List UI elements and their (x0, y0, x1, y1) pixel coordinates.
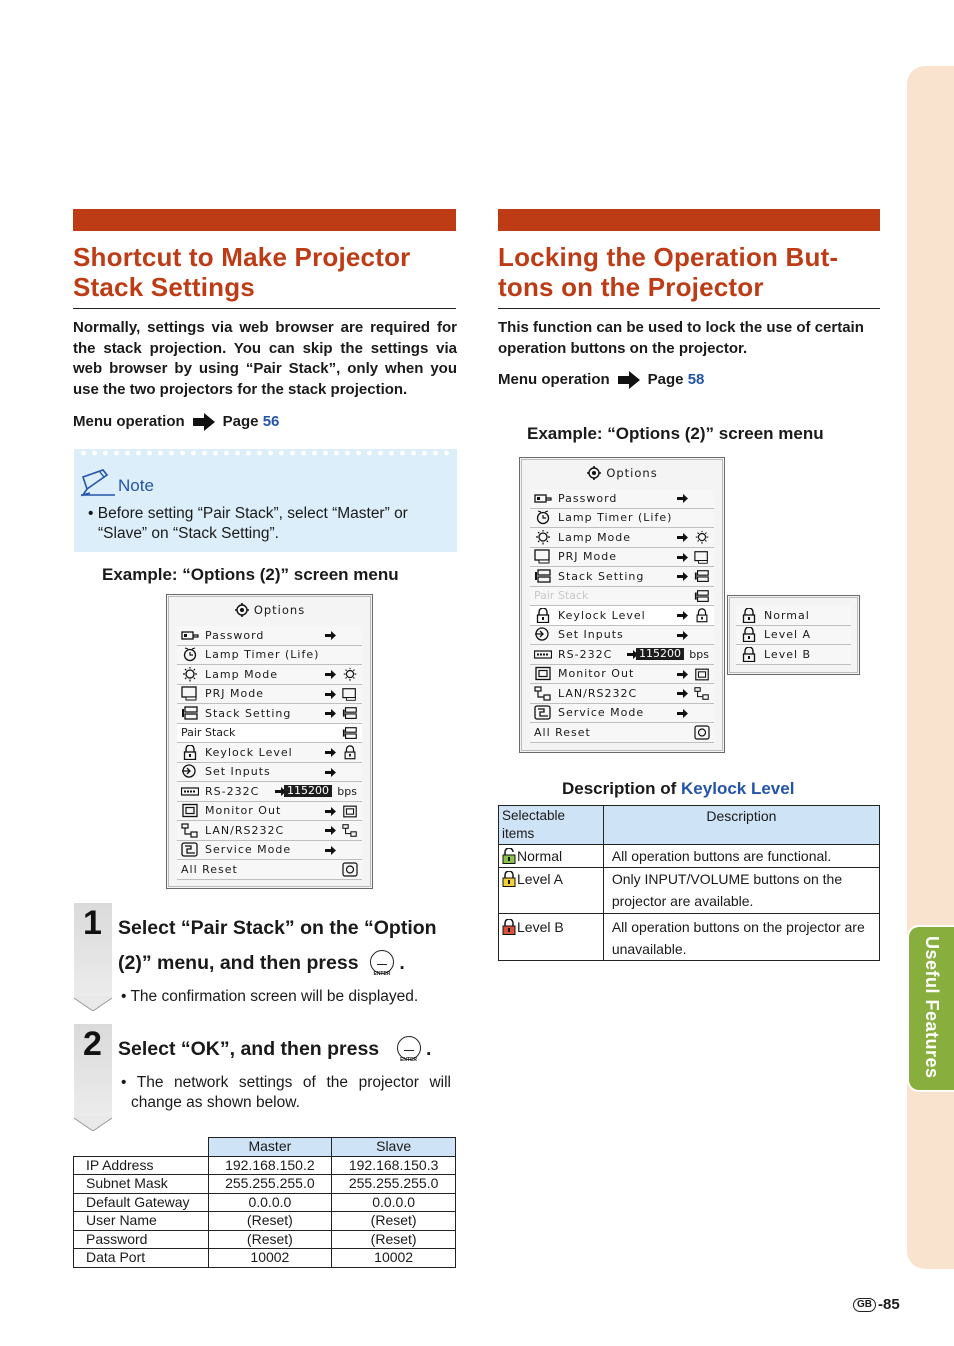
password-icon (534, 491, 552, 506)
keylock-desc: All operation buttons are functional. (603, 845, 879, 868)
section-bar-left (73, 209, 456, 231)
lan-icon (534, 686, 552, 701)
note-title: Note (118, 476, 154, 495)
table-cell: 255.255.255.0 (208, 1175, 332, 1194)
table-row (74, 1156, 456, 1175)
left-example-label: Example: “Options (2)” screen menu (102, 565, 399, 584)
lamp-value-icon (694, 530, 710, 545)
left-title (73, 242, 410, 302)
arrow-icon (325, 670, 336, 679)
monitor-icon (534, 666, 552, 681)
right-title (498, 242, 838, 302)
lock-icon (740, 647, 758, 662)
table-cell: 10002 (332, 1249, 456, 1268)
table-cell: 192.168.150.2 (208, 1156, 332, 1175)
arrow-right-icon (193, 413, 215, 431)
arrow-icon (325, 768, 336, 777)
reset-icon (342, 862, 358, 877)
keylock-desc: All operation buttons on the projector are unavailable. (603, 914, 879, 961)
table-cell: 192.168.150.3 (332, 1156, 456, 1175)
keylock-item-level-b: Level B (499, 914, 604, 961)
rs232c-icon (534, 647, 552, 662)
header-selectable-items: Selectable items (499, 806, 604, 845)
table-row-label: IP Address (74, 1156, 209, 1175)
table-cell: 255.255.255.0 (332, 1175, 456, 1194)
table-row (74, 1175, 456, 1194)
step-1-bullet: • The confirmation screen will be displayed. (121, 988, 419, 1005)
stack-value-icon (342, 706, 358, 721)
table-cell: 0.0.0.0 (332, 1193, 456, 1212)
arrow-icon (677, 553, 688, 562)
table-row-label: Data Port (74, 1249, 209, 1268)
lock-value-icon (342, 745, 358, 760)
arrow-icon (677, 670, 688, 679)
arrow-icon (325, 631, 336, 640)
projector-icon (181, 686, 199, 701)
keylock-item-level-a: Level A (499, 868, 604, 914)
table-row (499, 914, 880, 961)
osd-item-pair-stack-disabled: Pair Stack (530, 587, 714, 607)
password-icon (181, 628, 199, 643)
header-slave: Slave (332, 1138, 456, 1157)
arrow-icon (677, 533, 688, 542)
page-label: Page (647, 371, 684, 388)
page-label: Page (222, 413, 259, 430)
stack-value-icon (694, 569, 710, 584)
table-row-label: Default Gateway (74, 1193, 209, 1212)
right-title-rule (498, 308, 880, 309)
osd-title: Options (167, 603, 372, 617)
left-title-line1: Shortcut to Make Projector (73, 242, 411, 272)
arrow-icon (677, 572, 688, 581)
osd-item-rs232c[interactable]: RS-232C 115200 bps (177, 782, 362, 802)
monitor-value-icon (694, 667, 710, 682)
keylock-desc: Only INPUT/VOLUME buttons on the projector are available. (603, 868, 879, 914)
table-row (74, 1230, 456, 1249)
right-intro: This function can be used to lock the use of certain operation buttons on the projector. (498, 319, 864, 357)
header-master: Master (208, 1138, 332, 1157)
osd-item-pair-stack[interactable]: Pair Stack (177, 724, 362, 744)
osd-menu-right (519, 457, 725, 753)
right-example-label: Example: “Options (2)” screen menu (527, 424, 824, 443)
clock-icon (534, 510, 552, 525)
table-row (499, 868, 880, 914)
note-dots (78, 450, 453, 456)
lock-red-icon (501, 919, 517, 935)
table-corner (74, 1138, 209, 1157)
keylock-item-normal: Normal (499, 845, 604, 868)
arrow-icon (325, 807, 336, 816)
arrow-icon (677, 689, 688, 698)
osd-item-keylock-level-selected[interactable]: Keylock Level (530, 606, 714, 626)
osd-item-monitor-out[interactable]: Monitor Out (530, 665, 714, 685)
table-cell: (Reset) (332, 1212, 456, 1231)
lan-value-icon (694, 686, 710, 701)
step-1-chevron (74, 996, 112, 1011)
arrow-icon (677, 709, 688, 718)
osd-title: Options (520, 466, 724, 480)
osd-item-service-mode[interactable]: Service Mode (530, 704, 714, 724)
table-cell: (Reset) (332, 1230, 456, 1249)
submenu-item-level-a[interactable]: Level A (736, 626, 851, 646)
keylock-table (498, 805, 880, 961)
step-1-text: Select “Pair Stack” on the “Option (2)” menu, and then press ENTER . (118, 917, 437, 977)
osd-item-password[interactable]: Password (530, 489, 714, 509)
osd-item-all-reset[interactable]: All Reset (177, 860, 362, 880)
lan-value-icon (342, 823, 358, 838)
service-icon (534, 705, 552, 720)
rs232c-icon (181, 784, 199, 799)
table-cell: 10002 (208, 1249, 332, 1268)
pair-stack-icon (694, 589, 710, 604)
enter-button-icon: ENTER (397, 1036, 421, 1060)
right-menu-operation (498, 370, 704, 390)
arrow-icon (677, 494, 688, 503)
stack-icon (534, 569, 552, 584)
osd-item-all-reset[interactable]: All Reset (530, 723, 714, 743)
bps-label: bps (689, 647, 709, 661)
left-title-rule (73, 308, 456, 309)
table-row-label: Subnet Mask (74, 1175, 209, 1194)
menu-operation-label: Menu operation (73, 413, 185, 430)
arrow-icon (325, 690, 336, 699)
section-bar-right (498, 209, 880, 231)
arrow-icon (677, 611, 688, 620)
monitor-value-icon (342, 804, 358, 819)
table-cell: 0.0.0.0 (208, 1193, 332, 1212)
prj-value-icon (694, 550, 710, 565)
page-link-56[interactable]: 56 (262, 413, 280, 430)
page-number: GB -85 (853, 1296, 900, 1313)
lamp-icon (534, 530, 552, 545)
baud-value: 115200 (284, 785, 332, 797)
left-intro: Normally, settings via web browser are required for the stack projection. You can skip the settings via web browser by using “Pair Stack”, only when you use the two projectors for the stack projection. (73, 319, 457, 398)
header-description: Description (603, 806, 879, 845)
lock-icon (740, 627, 758, 642)
keylock-description-heading: Description of Keylock Level (562, 779, 795, 798)
note-item (88, 504, 450, 544)
lock-yellow-icon (501, 871, 517, 887)
osd-menu-left (166, 594, 373, 889)
monitor-icon (181, 803, 199, 818)
projector-icon (534, 549, 552, 564)
osd-item-service-mode[interactable]: Service Mode (177, 841, 362, 861)
lock-value-icon (694, 608, 710, 623)
menu-operation-label: Menu operation (498, 371, 610, 388)
lan-icon (181, 823, 199, 838)
keylock-submenu (727, 595, 860, 675)
left-title-line2: Stack Settings (73, 272, 255, 302)
note-text: Before setting “Pair Stack”, select “Master” or “Slave” on “Stack Setting”. (97, 505, 408, 542)
pair-stack-icon (342, 726, 358, 741)
gb-badge: GB (853, 1298, 876, 1312)
arrow-icon (325, 826, 336, 835)
step-2-number: 2 (83, 1025, 102, 1063)
gear-icon (586, 466, 602, 480)
table-row (74, 1212, 456, 1231)
table-row-label: User Name (74, 1212, 209, 1231)
lock-icon (534, 608, 552, 623)
bps-label: bps (337, 784, 357, 798)
right-title-line2: tons on the Projector (498, 272, 764, 302)
step-2-bullet: • The network settings of the projector will change as shown below. (121, 1074, 452, 1111)
osd-item-lamp-timer[interactable]: Lamp Timer (Life) (530, 509, 714, 529)
osd-item-lamp-mode[interactable]: Lamp Mode (530, 528, 714, 548)
submenu-item-normal[interactable]: Normal (736, 606, 851, 626)
pencil-note-icon (80, 467, 118, 497)
osd-item-monitor-out[interactable]: Monitor Out (177, 802, 362, 822)
osd-item-lan-rs232c[interactable]: LAN/RS232C (177, 821, 362, 841)
lock-icon (181, 745, 199, 760)
table-cell: (Reset) (208, 1212, 332, 1231)
osd-item-stack-setting[interactable]: Stack Setting (530, 567, 714, 587)
arrow-icon (325, 846, 336, 855)
step-2-chevron (74, 1116, 112, 1131)
step-2-text: Select “OK”, and then press ENTER . (118, 1038, 432, 1063)
osd-item-prj-mode[interactable]: PRJ Mode (530, 548, 714, 568)
osd-item-prj-mode[interactable]: PRJ Mode (177, 685, 362, 705)
clock-icon (181, 647, 199, 662)
table-row (499, 845, 880, 868)
osd-item-lamp-mode[interactable]: Lamp Mode (177, 665, 362, 685)
osd-item-lan-rs232c[interactable]: LAN/RS232C (530, 684, 714, 704)
lamp-icon (181, 667, 199, 682)
osd-item-set-inputs[interactable]: Set Inputs (530, 626, 714, 646)
table-row-label: Password (74, 1230, 209, 1249)
right-title-line1: Locking the Operation But- (498, 242, 839, 272)
inputs-icon (534, 627, 552, 642)
note-bullet: • (88, 505, 94, 522)
enter-button-icon: ENTER (370, 950, 394, 974)
osd-item-lamp-timer[interactable]: Lamp Timer (Life) (177, 646, 362, 666)
prj-value-icon (342, 687, 358, 702)
reset-icon (694, 725, 710, 740)
arrow-icon (325, 748, 336, 757)
osd-item-password[interactable]: Password (177, 626, 362, 646)
left-menu-operation (73, 412, 279, 432)
arrow-icon (677, 631, 688, 640)
table-row (74, 1249, 456, 1268)
page-link-58[interactable]: 58 (687, 371, 705, 388)
step-1-number: 1 (83, 904, 102, 942)
keylock-level-link[interactable]: Keylock Level (681, 779, 795, 798)
note-box (74, 449, 457, 552)
arrow-right-icon (618, 371, 640, 389)
submenu-item-level-b[interactable]: Level B (736, 645, 851, 665)
lock-icon (740, 608, 758, 623)
network-settings-table (73, 1137, 456, 1268)
service-icon (181, 842, 199, 857)
osd-item-stack-setting[interactable]: Stack Setting (177, 704, 362, 724)
baud-value: 115200 (636, 648, 684, 660)
lock-open-green-icon (501, 848, 517, 864)
stack-icon (181, 706, 199, 721)
lamp-value-icon (342, 667, 358, 682)
table-cell: (Reset) (208, 1230, 332, 1249)
gear-icon (234, 603, 250, 617)
useful-features-tab[interactable]: Useful Features (907, 925, 954, 1092)
table-row (74, 1193, 456, 1212)
inputs-icon (181, 764, 199, 779)
osd-item-rs232c[interactable]: RS-232C 115200 bps (530, 645, 714, 665)
arrow-icon (325, 709, 336, 718)
osd-item-set-inputs[interactable]: Set Inputs (177, 763, 362, 783)
osd-item-keylock-level[interactable]: Keylock Level (177, 743, 362, 763)
